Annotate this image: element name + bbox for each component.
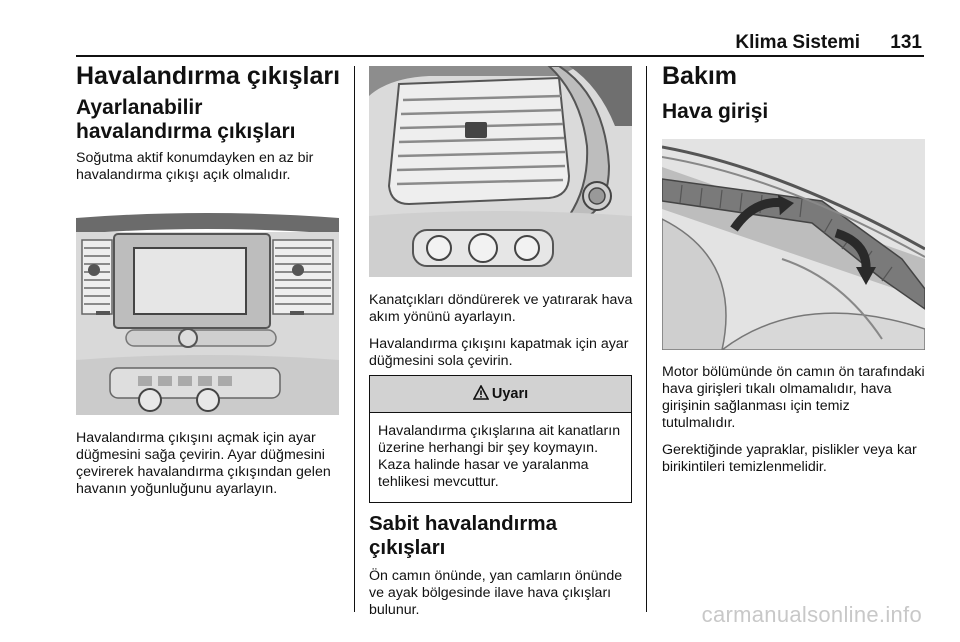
warning-header — [370, 376, 631, 413]
air-intake-illustration — [662, 139, 925, 350]
paragraph: Ön camın önünde, yan camların önünde ve ayak bölgesinde ilave hava çıkışları bulunur. — [369, 568, 623, 618]
subsection-heading: Ayarlanabilir havalandırma çıkışları — [76, 96, 296, 143]
section-heading: Bakım — [662, 62, 738, 90]
warning-text: Havalandırma çıkışlarına ait kanatların üzerine herhangi bir şey koymayın. Kaza halinde hasar ve yaralanma tehlikesi mevcuttur. — [378, 423, 621, 490]
column-1 — [76, 58, 342, 184]
page-number: 131 — [890, 32, 922, 53]
figure-caption: Havalandırma çıkışını açmak için ayar düğmesini sağa çevirin. Ayar düğmesini çevirerek havalandırma çıkışından gelen havanın yoğunluğunu ayarlayın. — [76, 430, 331, 497]
warning-box — [369, 375, 632, 503]
section-title: Klima Sistemi — [735, 32, 860, 53]
column-divider — [354, 66, 355, 612]
paragraph: Havalandırma çıkışını kapatmak için ayar düğmesini sola çevirin. — [369, 336, 629, 369]
column-2 — [369, 292, 633, 370]
column-3 — [662, 58, 926, 124]
paragraph: Gerektiğinde yapraklar, pislikler veya kar birikintileri temizlenmelidir. — [662, 442, 917, 475]
paragraph: Kanatçıkları döndürerek ve yatırarak hava akım yönünü ayarlayın. — [369, 292, 633, 325]
section-heading: Havalandırma çıkışları — [76, 62, 341, 90]
warning-triangle-icon — [473, 385, 489, 404]
paragraph: Motor bölümünde ön camın ön tarafındaki hava girişleri tıkalı olmamalıdır, hava girişinin sağlanması için temiz tutulmalıdır. — [662, 364, 925, 431]
column-3-text — [662, 364, 926, 476]
air-vent-closeup-illustration — [369, 66, 632, 277]
intro-text: Soğutma aktif konumdayken en az bir havalandırma çıkışı açık olmalıdır. — [76, 150, 314, 183]
header-rule — [76, 55, 924, 57]
dashboard-vents-illustration — [76, 204, 339, 415]
warning-title: Uyarı — [491, 386, 529, 402]
watermark: carmanualsonline.info — [701, 602, 922, 627]
subsection-heading: Sabit havalandırma çıkışları — [369, 512, 557, 559]
subsection-heading: Hava girişi — [662, 100, 769, 123]
column-divider — [646, 66, 647, 612]
column-2-lower — [369, 512, 633, 619]
page-header — [0, 32, 960, 52]
